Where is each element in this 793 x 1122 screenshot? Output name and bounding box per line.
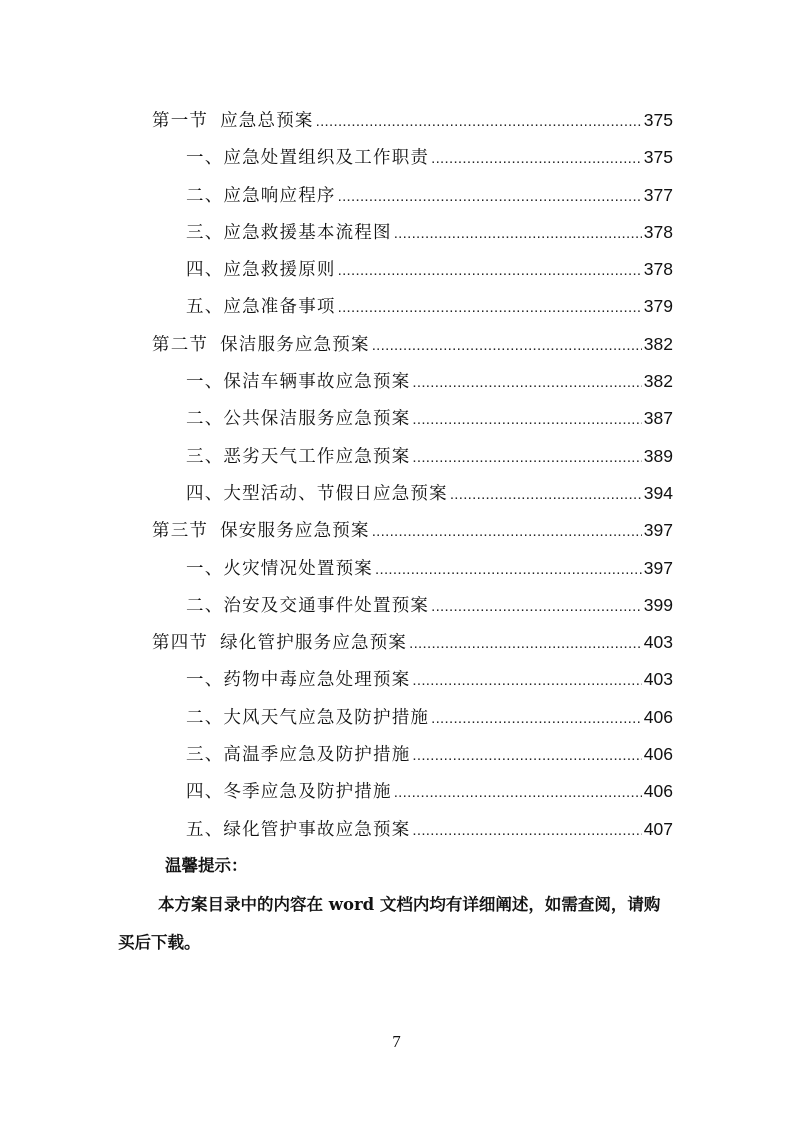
dot-leader bbox=[450, 476, 642, 513]
dot-leader bbox=[412, 401, 641, 438]
toc-title: 药物中毒应急处理预案 bbox=[223, 670, 411, 691]
toc-number: 第三节 bbox=[152, 521, 209, 542]
toc-item-row[interactable] bbox=[152, 475, 673, 512]
toc-number: 一、 bbox=[186, 558, 224, 579]
toc-item-row[interactable] bbox=[152, 214, 673, 251]
toc-title: 高温季应急及防护措施 bbox=[223, 745, 411, 766]
page-number: 7 bbox=[392, 1032, 401, 1051]
toc-item-row[interactable] bbox=[152, 177, 673, 214]
toc-item-row[interactable] bbox=[152, 363, 673, 400]
toc-number: 二、 bbox=[186, 185, 224, 206]
toc-title: 应急准备事项 bbox=[223, 297, 336, 318]
toc-page: 387 bbox=[643, 408, 673, 429]
toc-title: 绿化管护事故应急预案 bbox=[223, 819, 411, 840]
toc-page: 375 bbox=[643, 110, 673, 130]
toc-item-row[interactable] bbox=[152, 661, 673, 698]
toc-item-row[interactable] bbox=[152, 251, 673, 288]
toc-number: 五、 bbox=[186, 819, 224, 840]
toc-number: 三、 bbox=[186, 222, 224, 243]
dot-leader bbox=[412, 737, 641, 774]
toc-page: 407 bbox=[643, 818, 673, 839]
toc-title: 治安及交通事件处置预案 bbox=[223, 595, 430, 616]
toc-section-row[interactable] bbox=[152, 102, 673, 139]
toc-number: 五、 bbox=[186, 297, 224, 318]
toc-page: 378 bbox=[643, 259, 673, 280]
toc-title: 大风天气应急及防护措施 bbox=[223, 707, 430, 728]
dot-leader bbox=[375, 551, 642, 588]
toc-page: 375 bbox=[643, 147, 673, 168]
notice-title: 温馨提示： bbox=[165, 856, 248, 875]
toc-number: 第四节 bbox=[152, 633, 209, 654]
toc-number: 二、 bbox=[186, 409, 224, 430]
dot-leader bbox=[412, 812, 641, 849]
toc-page: 406 bbox=[643, 744, 673, 765]
toc-item-row[interactable] bbox=[152, 587, 673, 624]
dot-leader bbox=[394, 774, 642, 811]
toc-number: 第一节 bbox=[152, 111, 209, 131]
toc-page: 399 bbox=[643, 594, 673, 615]
toc-number: 一、 bbox=[186, 148, 224, 169]
toc-title: 应急总预案 bbox=[220, 111, 314, 131]
toc-page: 389 bbox=[643, 445, 673, 466]
toc-item-row[interactable] bbox=[152, 139, 673, 176]
toc-page: 379 bbox=[643, 296, 673, 317]
toc-number: 一、 bbox=[186, 372, 224, 393]
toc-number: 一、 bbox=[186, 670, 224, 691]
toc-item-row[interactable] bbox=[152, 288, 673, 325]
toc-item-row[interactable] bbox=[152, 811, 673, 848]
toc-number: 三、 bbox=[186, 745, 224, 766]
toc-section-row[interactable] bbox=[152, 326, 673, 363]
toc-item-row[interactable] bbox=[152, 438, 673, 475]
toc-number: 二、 bbox=[186, 707, 224, 728]
toc-title: 应急响应程序 bbox=[223, 185, 336, 206]
table-of-contents bbox=[152, 102, 673, 848]
toc-number: 二、 bbox=[186, 595, 224, 616]
toc-title: 绿化管护服务应急预案 bbox=[220, 633, 408, 654]
toc-page: 378 bbox=[643, 221, 673, 242]
toc-page: 397 bbox=[643, 557, 673, 578]
dot-leader bbox=[431, 700, 642, 737]
toc-number: 四、 bbox=[186, 260, 224, 281]
toc-page: 394 bbox=[643, 482, 673, 503]
toc-page: 377 bbox=[643, 184, 673, 205]
dot-leader bbox=[412, 439, 641, 476]
toc-page: 406 bbox=[643, 781, 673, 802]
toc-page: 382 bbox=[643, 371, 673, 392]
toc-title: 火灾情况处置预案 bbox=[223, 558, 374, 579]
toc-title: 应急救援原则 bbox=[223, 260, 336, 281]
toc-page: 397 bbox=[643, 520, 673, 541]
dot-leader bbox=[316, 103, 642, 140]
toc-page: 403 bbox=[643, 669, 673, 690]
notice-body: 本方案目录中的内容在 word 文档内均有详细阐述，如需查阅，请购买后下载。 bbox=[118, 895, 661, 952]
dot-leader bbox=[412, 662, 641, 699]
dot-leader bbox=[394, 215, 642, 252]
dot-leader bbox=[338, 289, 642, 326]
toc-title: 保洁服务应急预案 bbox=[220, 334, 370, 355]
toc-title: 应急处置组织及工作职责 bbox=[223, 148, 430, 169]
toc-title: 大型活动、节假日应急预案 bbox=[223, 483, 448, 504]
toc-section-row[interactable] bbox=[152, 624, 673, 661]
toc-title: 应急救援基本流程图 bbox=[223, 222, 392, 243]
toc-title: 保安服务应急预案 bbox=[220, 521, 370, 542]
dot-leader bbox=[338, 252, 642, 289]
dot-leader bbox=[431, 588, 642, 625]
toc-item-row[interactable] bbox=[152, 773, 673, 810]
toc-number: 四、 bbox=[186, 782, 224, 803]
dot-leader bbox=[372, 327, 642, 364]
toc-title: 冬季应急及防护措施 bbox=[223, 782, 392, 803]
toc-number: 四、 bbox=[186, 483, 224, 504]
toc-section-row[interactable] bbox=[152, 512, 673, 549]
dot-leader bbox=[372, 513, 642, 550]
toc-title: 恶劣天气工作应急预案 bbox=[223, 446, 411, 467]
toc-title: 保洁车辆事故应急预案 bbox=[223, 372, 411, 393]
toc-item-row[interactable] bbox=[152, 699, 673, 736]
dot-leader bbox=[338, 178, 642, 215]
toc-page: 403 bbox=[643, 632, 673, 653]
toc-title: 公共保洁服务应急预案 bbox=[223, 409, 411, 430]
toc-item-row[interactable] bbox=[152, 736, 673, 773]
toc-page: 382 bbox=[643, 333, 673, 354]
dot-leader bbox=[431, 140, 642, 177]
toc-number: 第二节 bbox=[152, 334, 209, 355]
toc-number: 三、 bbox=[186, 446, 224, 467]
toc-item-row[interactable] bbox=[152, 550, 673, 587]
dot-leader bbox=[409, 625, 642, 662]
toc-item-row[interactable] bbox=[152, 400, 673, 437]
toc-page: 406 bbox=[643, 706, 673, 727]
dot-leader bbox=[412, 364, 641, 401]
